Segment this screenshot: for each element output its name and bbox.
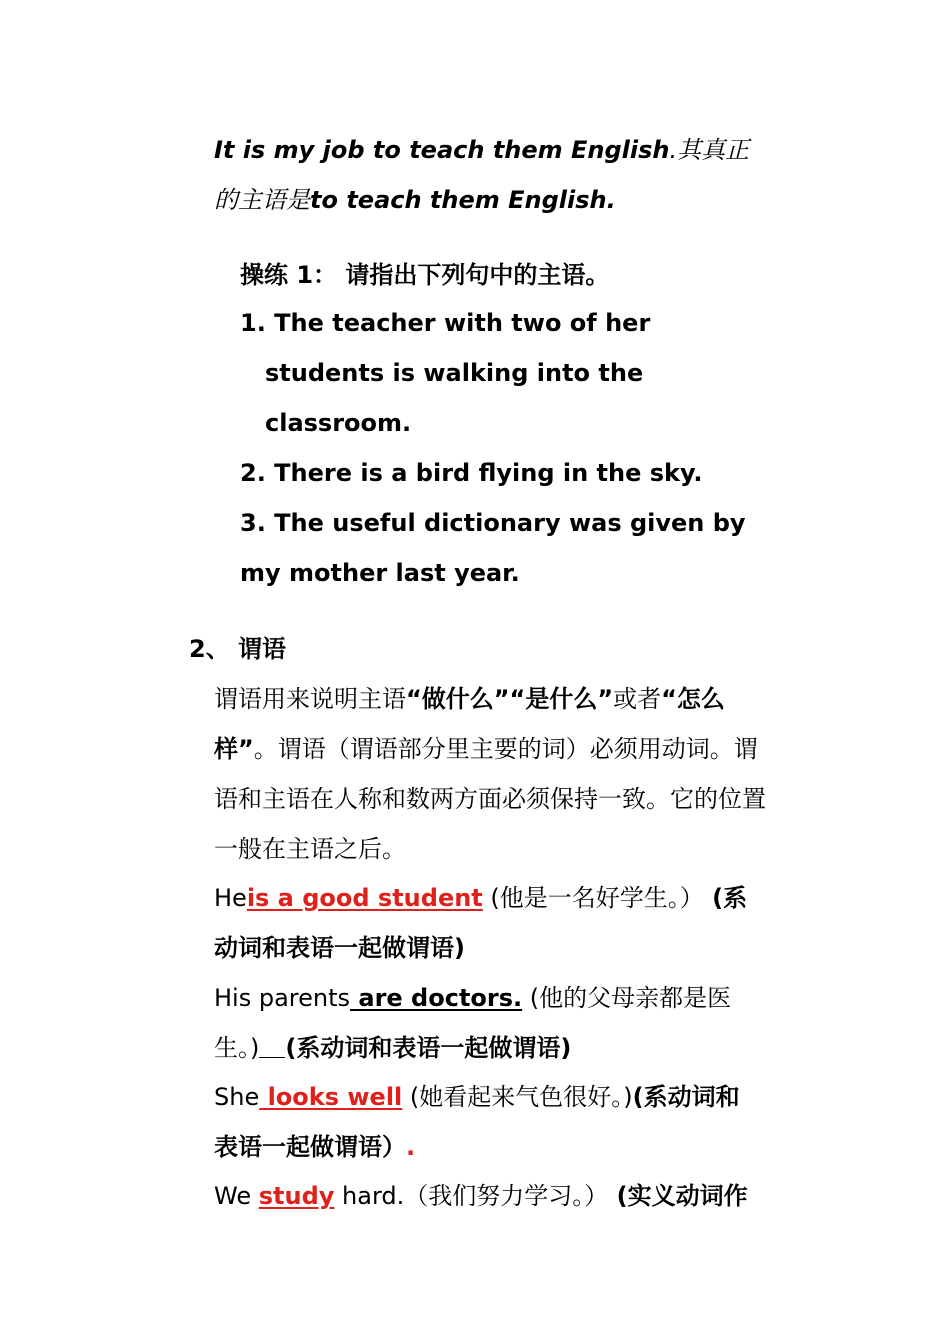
example-3-line-1: [214, 1082, 740, 1112]
section-2-paragraph-line-4: 一般在主语之后。: [214, 835, 406, 863]
para-text: 谓语用来说明主语: [214, 685, 406, 713]
exercise-item-3-line-2: my mother last year.: [240, 559, 520, 587]
section-2-paragraph-line-3: 语和主语在人称和数两方面必须保持一致。它的位置: [214, 785, 766, 813]
intro-chinese-text-2: 的主语是: [214, 186, 310, 214]
example-predicate: are doctors.: [350, 984, 523, 1012]
underline-blank: [259, 1035, 285, 1058]
intro-real-subject: to teach them English.: [310, 186, 616, 214]
example-predicate: study: [258, 1182, 335, 1210]
example-2-line-1: [214, 983, 731, 1013]
example-translation: 生。): [214, 1034, 260, 1062]
section-2-heading: 2、 谓语: [189, 635, 287, 663]
example-1-line-2: 动词和表语一起做谓语): [214, 934, 465, 962]
example-4-line-1: [214, 1181, 748, 1211]
para-emphasis: “做什么”“是什么”: [406, 685, 614, 713]
exercise-item-3-line-1: 3. The useful dictionary was given by: [240, 509, 746, 537]
exercise-item-1-line-1: 1. The teacher with two of her: [240, 309, 651, 337]
example-subject: He: [214, 884, 247, 912]
exercise-title: 操练 1： 请指出下列句中的主语。: [240, 261, 610, 289]
para-text: 或者: [613, 685, 662, 713]
example-note: (系动词和: [632, 1083, 740, 1111]
section-2-paragraph-line-1: [214, 684, 725, 714]
example-note: (实义动词作: [608, 1182, 748, 1210]
para-emphasis: 样”: [214, 735, 254, 763]
example-translation: (她看起来气色很好。): [402, 1083, 633, 1111]
example-note: 表语一起做谓语）: [214, 1133, 406, 1161]
example-subject: We: [214, 1182, 259, 1210]
example-note: (系动词和表语一起做谓语): [285, 1034, 572, 1062]
example-2-line-2: [214, 1033, 571, 1063]
exercise-item-1-line-2: students is walking into the: [265, 359, 644, 387]
example-predicate: looks well: [259, 1083, 403, 1111]
exercise-item-1-line-3: classroom.: [265, 409, 412, 437]
intro-line-1: [214, 135, 749, 165]
example-predicate: is a good student: [246, 884, 483, 912]
example-red-dot: .: [406, 1133, 416, 1161]
intro-english-sentence: It is my job to teach them English: [214, 136, 670, 164]
example-translation: (他是一名好学生。）: [482, 884, 704, 912]
example-translation: hard.（我们努力学习。）: [334, 1182, 609, 1210]
intro-line-2: [214, 185, 616, 215]
exercise-item-2: 2. There is a bird flying in the sky.: [240, 459, 703, 487]
para-text: 。谓语（谓语部分里主要的词）必须用动词。谓: [253, 735, 758, 763]
example-3-line-2: [214, 1132, 415, 1162]
example-subject: His parents: [214, 984, 351, 1012]
intro-chinese-text: .其真正: [669, 136, 750, 164]
example-subject: She: [214, 1083, 260, 1111]
para-emphasis: “怎么: [661, 685, 725, 713]
example-1-line-1: [214, 883, 747, 913]
example-note: (系: [703, 884, 748, 912]
section-2-paragraph-line-2: [214, 734, 758, 764]
example-translation: (他的父母亲都是医: [522, 984, 732, 1012]
